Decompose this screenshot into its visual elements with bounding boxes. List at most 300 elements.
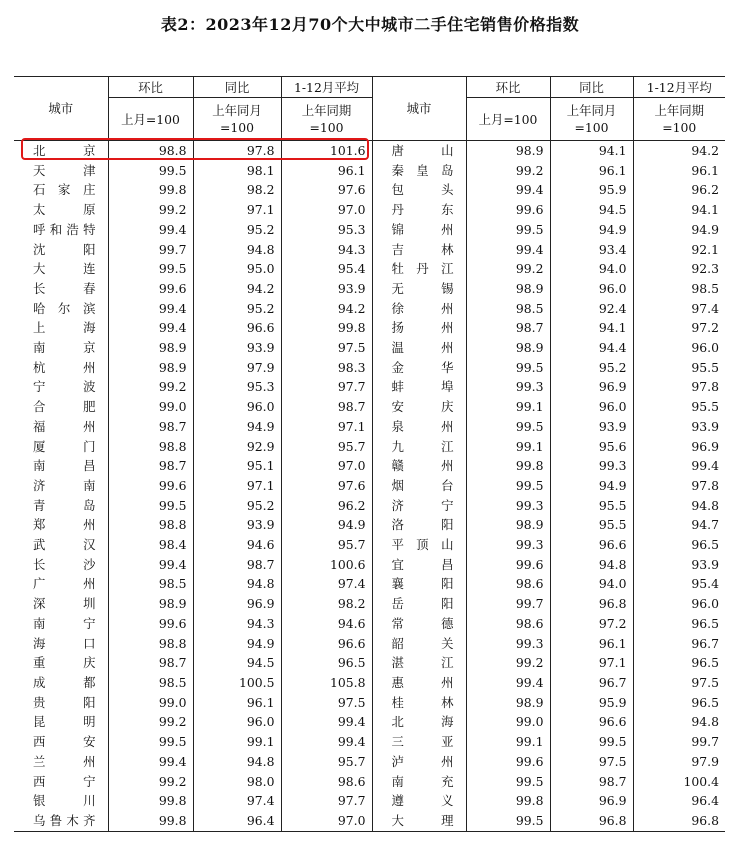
right-city-cell: 蚌埠 bbox=[372, 377, 466, 397]
left-avg-cell: 97.6 bbox=[281, 180, 372, 200]
left-yoy-cell: 94.3 bbox=[193, 614, 281, 634]
left-mom-cell: 99.2 bbox=[108, 772, 193, 792]
header-yoy-right: 同比 bbox=[550, 77, 633, 98]
header-avg-right: 1-12月平均 bbox=[633, 77, 725, 98]
left-mom-cell: 99.8 bbox=[108, 791, 193, 811]
right-avg-cell: 94.1 bbox=[633, 200, 725, 220]
left-mom-cell: 98.8 bbox=[108, 437, 193, 457]
left-city-cell: 福州 bbox=[33, 418, 96, 434]
left-avg-cell: 96.6 bbox=[281, 634, 372, 654]
table-row bbox=[14, 220, 725, 240]
left-city-cell: 太原 bbox=[33, 202, 96, 218]
right-avg-cell: 96.4 bbox=[633, 791, 725, 811]
left-yoy-cell: 94.9 bbox=[193, 634, 281, 654]
left-city-cell: 大连 bbox=[33, 261, 96, 277]
right-city-cell: 吉林 bbox=[372, 240, 466, 260]
left-mom-cell: 99.2 bbox=[108, 377, 193, 397]
left-mom-cell: 99.4 bbox=[108, 555, 193, 575]
left-yoy-cell: 94.8 bbox=[193, 752, 281, 772]
left-avg-cell: 100.6 bbox=[281, 555, 372, 575]
right-mom-cell: 99.8 bbox=[466, 791, 550, 811]
right-avg-cell: 97.8 bbox=[633, 476, 725, 496]
left-yoy-cell: 97.1 bbox=[193, 476, 281, 496]
right-avg-cell: 92.3 bbox=[633, 259, 725, 279]
header-mom-base-right: 上月=100 bbox=[466, 98, 550, 141]
right-yoy-cell: 96.6 bbox=[550, 535, 633, 555]
left-city-cell: 南京 bbox=[33, 340, 96, 356]
left-avg-cell: 94.2 bbox=[281, 299, 372, 319]
right-mom-cell: 99.4 bbox=[466, 673, 550, 693]
right-avg-cell: 94.8 bbox=[633, 496, 725, 516]
left-yoy-cell: 94.5 bbox=[193, 653, 281, 673]
left-city-cell: 天津 bbox=[33, 162, 96, 178]
right-mom-cell: 99.3 bbox=[466, 496, 550, 516]
left-avg-cell: 97.6 bbox=[281, 476, 372, 496]
left-city-cell: 西安 bbox=[33, 734, 96, 750]
left-avg-cell: 98.6 bbox=[281, 772, 372, 792]
left-yoy-cell: 94.6 bbox=[193, 535, 281, 555]
table-row bbox=[14, 299, 725, 319]
table-row bbox=[14, 653, 725, 673]
right-mom-cell: 99.3 bbox=[466, 377, 550, 397]
right-mom-cell: 99.4 bbox=[466, 240, 550, 260]
left-yoy-cell: 92.9 bbox=[193, 437, 281, 457]
left-mom-cell: 99.8 bbox=[108, 811, 193, 831]
right-yoy-cell: 94.1 bbox=[550, 141, 633, 161]
left-city-cell: 深圳 bbox=[33, 596, 96, 612]
right-avg-cell: 96.0 bbox=[633, 594, 725, 614]
right-yoy-cell: 96.1 bbox=[550, 161, 633, 181]
right-yoy-cell: 97.2 bbox=[550, 614, 633, 634]
table-row bbox=[14, 712, 725, 732]
table-row bbox=[14, 772, 725, 792]
right-city-cell: 锦州 bbox=[372, 220, 466, 240]
right-mom-cell: 99.7 bbox=[466, 594, 550, 614]
table-row bbox=[14, 535, 725, 555]
right-yoy-cell: 94.9 bbox=[550, 476, 633, 496]
right-city-cell: 徐州 bbox=[372, 299, 466, 319]
left-yoy-cell: 94.8 bbox=[193, 240, 281, 260]
left-yoy-cell: 94.8 bbox=[193, 574, 281, 594]
left-city-cell: 厦门 bbox=[33, 438, 96, 454]
left-avg-cell: 94.9 bbox=[281, 515, 372, 535]
left-avg-cell: 98.7 bbox=[281, 397, 372, 417]
right-mom-cell: 98.6 bbox=[466, 574, 550, 594]
left-mom-cell: 99.4 bbox=[108, 318, 193, 338]
right-avg-cell: 97.5 bbox=[633, 673, 725, 693]
table-row bbox=[14, 377, 725, 397]
right-avg-cell: 96.9 bbox=[633, 437, 725, 457]
right-yoy-cell: 94.1 bbox=[550, 318, 633, 338]
right-avg-cell: 96.5 bbox=[633, 693, 725, 713]
left-city-cell: 海口 bbox=[33, 635, 96, 651]
right-city-cell: 岳阳 bbox=[372, 594, 466, 614]
left-avg-cell: 97.4 bbox=[281, 574, 372, 594]
right-avg-cell: 94.7 bbox=[633, 515, 725, 535]
right-yoy-cell: 93.9 bbox=[550, 417, 633, 437]
left-yoy-cell: 96.1 bbox=[193, 693, 281, 713]
left-mom-cell: 99.4 bbox=[108, 220, 193, 240]
left-yoy-cell: 95.2 bbox=[193, 496, 281, 516]
left-avg-cell: 97.0 bbox=[281, 456, 372, 476]
right-city-cell: 济宁 bbox=[372, 496, 466, 516]
right-avg-cell: 99.7 bbox=[633, 732, 725, 752]
right-avg-cell: 96.8 bbox=[633, 811, 725, 831]
right-avg-cell: 94.2 bbox=[633, 141, 725, 161]
left-mom-cell: 98.9 bbox=[108, 594, 193, 614]
left-mom-cell: 98.8 bbox=[108, 634, 193, 654]
right-mom-cell: 98.9 bbox=[466, 515, 550, 535]
right-mom-cell: 99.3 bbox=[466, 634, 550, 654]
left-city-cell: 石家庄 bbox=[33, 182, 96, 198]
right-avg-cell: 94.8 bbox=[633, 712, 725, 732]
right-city-cell: 南充 bbox=[372, 772, 466, 792]
right-avg-cell: 93.9 bbox=[633, 555, 725, 575]
left-avg-cell: 94.3 bbox=[281, 240, 372, 260]
right-mom-cell: 99.6 bbox=[466, 555, 550, 575]
table-row bbox=[14, 437, 725, 457]
left-yoy-cell: 98.1 bbox=[193, 161, 281, 181]
table-title: 表2：2023年12月70个大中城市二手住宅销售价格指数 bbox=[160, 15, 580, 34]
left-mom-cell: 98.7 bbox=[108, 417, 193, 437]
left-yoy-cell: 93.9 bbox=[193, 338, 281, 358]
right-city-cell: 桂林 bbox=[372, 693, 466, 713]
left-city-cell: 重庆 bbox=[33, 655, 96, 671]
table-row bbox=[14, 338, 725, 358]
right-yoy-cell: 93.4 bbox=[550, 240, 633, 260]
header-yoy-base-left: 上年同月 =100 bbox=[193, 98, 281, 141]
left-city-cell: 武汉 bbox=[33, 537, 96, 553]
left-yoy-cell: 96.0 bbox=[193, 397, 281, 417]
left-avg-cell: 97.7 bbox=[281, 791, 372, 811]
left-avg-cell: 101.6 bbox=[281, 141, 372, 161]
header-city-right: 城市 bbox=[372, 77, 466, 141]
right-avg-cell: 92.1 bbox=[633, 240, 725, 260]
left-mom-cell: 99.6 bbox=[108, 279, 193, 299]
left-avg-cell: 96.5 bbox=[281, 653, 372, 673]
left-yoy-cell: 95.3 bbox=[193, 377, 281, 397]
right-mom-cell: 99.5 bbox=[466, 358, 550, 378]
header-yoy-left: 同比 bbox=[193, 77, 281, 98]
right-city-cell: 丹东 bbox=[372, 200, 466, 220]
left-city-cell: 银川 bbox=[33, 793, 96, 809]
left-city-cell: 昆明 bbox=[33, 714, 96, 730]
left-city-cell: 济南 bbox=[33, 477, 96, 493]
left-mom-cell: 98.9 bbox=[108, 338, 193, 358]
right-city-cell: 泉州 bbox=[372, 417, 466, 437]
left-yoy-cell: 98.2 bbox=[193, 180, 281, 200]
right-city-cell: 北海 bbox=[372, 712, 466, 732]
left-avg-cell: 96.1 bbox=[281, 161, 372, 181]
left-avg-cell: 97.1 bbox=[281, 417, 372, 437]
left-city-cell: 郑州 bbox=[33, 517, 96, 533]
left-yoy-cell: 96.0 bbox=[193, 712, 281, 732]
left-yoy-cell: 97.1 bbox=[193, 200, 281, 220]
left-city-cell: 乌鲁木齐 bbox=[14, 811, 108, 831]
right-city-cell: 金华 bbox=[372, 358, 466, 378]
right-mom-cell: 99.2 bbox=[466, 259, 550, 279]
left-avg-cell: 99.8 bbox=[281, 318, 372, 338]
right-mom-cell: 99.5 bbox=[466, 220, 550, 240]
right-city-cell: 包头 bbox=[372, 180, 466, 200]
header-yoy-base-right: 上年同月 =100 bbox=[550, 98, 633, 141]
left-mom-cell: 98.5 bbox=[108, 574, 193, 594]
left-city-cell: 成都 bbox=[33, 674, 96, 690]
right-yoy-cell: 95.6 bbox=[550, 437, 633, 457]
right-city-cell: 牡丹江 bbox=[372, 259, 466, 279]
left-city-cell: 长春 bbox=[33, 280, 96, 296]
right-mom-cell: 99.2 bbox=[466, 653, 550, 673]
table-row bbox=[14, 515, 725, 535]
left-city-cell: 广州 bbox=[33, 576, 96, 592]
header-avg-left: 1-12月平均 bbox=[281, 77, 372, 98]
right-yoy-cell: 99.3 bbox=[550, 456, 633, 476]
right-avg-cell: 96.5 bbox=[633, 614, 725, 634]
left-avg-cell: 97.7 bbox=[281, 377, 372, 397]
table-body bbox=[14, 141, 725, 832]
left-mom-cell: 98.9 bbox=[108, 358, 193, 378]
table-row bbox=[14, 161, 725, 181]
header-mom-left: 环比 bbox=[108, 77, 193, 98]
table-row bbox=[14, 259, 725, 279]
left-avg-cell: 97.0 bbox=[281, 200, 372, 220]
right-mom-cell: 99.0 bbox=[466, 712, 550, 732]
right-yoy-cell: 96.1 bbox=[550, 634, 633, 654]
left-yoy-cell: 93.9 bbox=[193, 515, 281, 535]
table-row bbox=[14, 417, 725, 437]
table-row bbox=[14, 180, 725, 200]
left-mom-cell: 99.5 bbox=[108, 732, 193, 752]
right-yoy-cell: 97.5 bbox=[550, 752, 633, 772]
table-row bbox=[14, 693, 725, 713]
left-city-cell: 南宁 bbox=[33, 615, 96, 631]
right-mom-cell: 99.5 bbox=[466, 417, 550, 437]
right-yoy-cell: 96.8 bbox=[550, 594, 633, 614]
right-yoy-cell: 94.9 bbox=[550, 220, 633, 240]
left-mom-cell: 99.7 bbox=[108, 240, 193, 260]
right-avg-cell: 97.4 bbox=[633, 299, 725, 319]
right-mom-cell: 99.1 bbox=[466, 732, 550, 752]
right-avg-cell: 96.5 bbox=[633, 653, 725, 673]
left-yoy-cell: 98.0 bbox=[193, 772, 281, 792]
header-avg-base-right: 上年同期 =100 bbox=[633, 98, 725, 141]
right-yoy-cell: 95.9 bbox=[550, 693, 633, 713]
right-yoy-cell: 96.9 bbox=[550, 377, 633, 397]
left-mom-cell: 99.6 bbox=[108, 614, 193, 634]
table-row bbox=[14, 791, 725, 811]
right-avg-cell: 96.7 bbox=[633, 634, 725, 654]
right-yoy-cell: 92.4 bbox=[550, 299, 633, 319]
right-yoy-cell: 96.0 bbox=[550, 279, 633, 299]
left-mom-cell: 99.2 bbox=[108, 200, 193, 220]
right-mom-cell: 99.5 bbox=[466, 476, 550, 496]
right-mom-cell: 98.9 bbox=[466, 338, 550, 358]
left-city-cell: 西宁 bbox=[33, 773, 96, 789]
right-yoy-cell: 96.9 bbox=[550, 791, 633, 811]
left-city-cell: 贵阳 bbox=[33, 694, 96, 710]
table-row bbox=[14, 358, 725, 378]
left-mom-cell: 98.8 bbox=[108, 141, 193, 161]
table-row bbox=[14, 614, 725, 634]
left-yoy-cell: 97.4 bbox=[193, 791, 281, 811]
table-row bbox=[14, 594, 725, 614]
left-mom-cell: 99.4 bbox=[108, 752, 193, 772]
right-mom-cell: 98.9 bbox=[466, 693, 550, 713]
right-avg-cell: 97.2 bbox=[633, 318, 725, 338]
right-yoy-cell: 94.8 bbox=[550, 555, 633, 575]
table-row bbox=[14, 634, 725, 654]
right-avg-cell: 96.2 bbox=[633, 180, 725, 200]
left-city-cell: 呼和浩特 bbox=[33, 221, 96, 237]
right-yoy-cell: 94.0 bbox=[550, 259, 633, 279]
right-avg-cell: 100.4 bbox=[633, 772, 725, 792]
right-city-cell: 平顶山 bbox=[372, 535, 466, 555]
right-city-cell: 烟台 bbox=[372, 476, 466, 496]
left-yoy-cell: 96.6 bbox=[193, 318, 281, 338]
right-city-cell: 惠州 bbox=[372, 673, 466, 693]
header-avg-base-left: 上年同期 =100 bbox=[281, 98, 372, 141]
right-yoy-cell: 97.1 bbox=[550, 653, 633, 673]
right-mom-cell: 98.9 bbox=[466, 279, 550, 299]
right-city-cell: 扬州 bbox=[372, 318, 466, 338]
left-yoy-cell: 99.1 bbox=[193, 732, 281, 752]
right-city-cell: 三亚 bbox=[372, 732, 466, 752]
left-avg-cell: 99.4 bbox=[281, 732, 372, 752]
left-yoy-cell: 95.2 bbox=[193, 299, 281, 319]
left-avg-cell: 97.0 bbox=[281, 811, 372, 831]
table-row bbox=[14, 456, 725, 476]
right-avg-cell: 95.5 bbox=[633, 397, 725, 417]
left-city-cell: 宁波 bbox=[33, 379, 96, 395]
left-mom-cell: 99.4 bbox=[108, 299, 193, 319]
left-yoy-cell: 95.0 bbox=[193, 259, 281, 279]
right-avg-cell: 98.5 bbox=[633, 279, 725, 299]
left-city-cell: 上海 bbox=[33, 320, 96, 336]
left-city-cell: 兰州 bbox=[33, 753, 96, 769]
left-yoy-cell: 100.5 bbox=[193, 673, 281, 693]
right-yoy-cell: 96.6 bbox=[550, 712, 633, 732]
right-yoy-cell: 96.8 bbox=[550, 811, 633, 831]
right-yoy-cell: 95.5 bbox=[550, 515, 633, 535]
left-yoy-cell: 98.7 bbox=[193, 555, 281, 575]
table-row bbox=[14, 732, 725, 752]
header-mom-right: 环比 bbox=[466, 77, 550, 98]
right-mom-cell: 99.6 bbox=[466, 752, 550, 772]
right-avg-cell: 99.4 bbox=[633, 456, 725, 476]
right-city-cell: 秦皇岛 bbox=[372, 161, 466, 181]
right-city-cell: 常德 bbox=[372, 614, 466, 634]
left-mom-cell: 99.0 bbox=[108, 397, 193, 417]
left-mom-cell: 98.7 bbox=[108, 653, 193, 673]
highlight-box-beijing bbox=[21, 138, 369, 160]
table-row bbox=[14, 555, 725, 575]
right-mom-cell: 99.5 bbox=[466, 772, 550, 792]
right-avg-cell: 94.9 bbox=[633, 220, 725, 240]
right-yoy-cell: 96.0 bbox=[550, 397, 633, 417]
right-yoy-cell: 94.4 bbox=[550, 338, 633, 358]
right-avg-cell: 95.5 bbox=[633, 358, 725, 378]
right-avg-cell: 96.1 bbox=[633, 161, 725, 181]
left-yoy-cell: 96.4 bbox=[193, 811, 281, 831]
left-yoy-cell: 95.1 bbox=[193, 456, 281, 476]
right-city-cell: 湛江 bbox=[372, 653, 466, 673]
left-yoy-cell: 94.2 bbox=[193, 279, 281, 299]
right-avg-cell: 96.5 bbox=[633, 535, 725, 555]
table-row bbox=[14, 397, 725, 417]
right-yoy-cell: 96.7 bbox=[550, 673, 633, 693]
left-mom-cell: 99.0 bbox=[108, 693, 193, 713]
left-avg-cell: 95.7 bbox=[281, 437, 372, 457]
right-city-cell: 九江 bbox=[372, 437, 466, 457]
header-city-left: 城市 bbox=[14, 77, 108, 141]
right-mom-cell: 99.4 bbox=[466, 180, 550, 200]
right-mom-cell: 98.5 bbox=[466, 299, 550, 319]
table-row bbox=[14, 752, 725, 772]
right-yoy-cell: 95.5 bbox=[550, 496, 633, 516]
right-avg-cell: 97.9 bbox=[633, 752, 725, 772]
left-city-cell: 合肥 bbox=[33, 399, 96, 415]
right-yoy-cell: 94.0 bbox=[550, 574, 633, 594]
left-avg-cell: 95.4 bbox=[281, 259, 372, 279]
right-city-cell: 遵义 bbox=[372, 791, 466, 811]
left-avg-cell: 94.6 bbox=[281, 614, 372, 634]
table-row bbox=[14, 496, 725, 516]
left-avg-cell: 99.4 bbox=[281, 712, 372, 732]
right-yoy-cell: 94.5 bbox=[550, 200, 633, 220]
table-row bbox=[14, 318, 725, 338]
left-city-cell: 沈阳 bbox=[33, 241, 96, 257]
right-city-cell: 泸州 bbox=[372, 752, 466, 772]
price-index-table bbox=[14, 76, 725, 832]
left-yoy-cell: 97.8 bbox=[193, 141, 281, 161]
right-mom-cell: 99.1 bbox=[466, 397, 550, 417]
table-row bbox=[14, 811, 725, 831]
table-row bbox=[14, 476, 725, 496]
right-yoy-cell: 99.5 bbox=[550, 732, 633, 752]
left-mom-cell: 99.5 bbox=[108, 496, 193, 516]
left-city-cell: 杭州 bbox=[33, 359, 96, 375]
left-mom-cell: 98.8 bbox=[108, 515, 193, 535]
table-row bbox=[14, 240, 725, 260]
right-mom-cell: 99.3 bbox=[466, 535, 550, 555]
left-mom-cell: 98.5 bbox=[108, 673, 193, 693]
right-city-cell: 韶关 bbox=[372, 634, 466, 654]
table-row bbox=[14, 673, 725, 693]
left-avg-cell: 105.8 bbox=[281, 673, 372, 693]
left-avg-cell: 97.5 bbox=[281, 338, 372, 358]
left-avg-cell: 95.7 bbox=[281, 535, 372, 555]
right-yoy-cell: 95.2 bbox=[550, 358, 633, 378]
left-avg-cell: 96.2 bbox=[281, 496, 372, 516]
left-avg-cell: 95.3 bbox=[281, 220, 372, 240]
right-yoy-cell: 98.7 bbox=[550, 772, 633, 792]
right-avg-cell: 97.8 bbox=[633, 377, 725, 397]
right-mom-cell: 99.6 bbox=[466, 200, 550, 220]
right-city-cell: 大理 bbox=[372, 811, 466, 831]
left-mom-cell: 99.5 bbox=[108, 161, 193, 181]
right-city-cell: 安庆 bbox=[372, 397, 466, 417]
right-city-cell: 无锡 bbox=[372, 279, 466, 299]
left-mom-cell: 99.8 bbox=[108, 180, 193, 200]
table-row bbox=[14, 279, 725, 299]
left-mom-cell: 99.5 bbox=[108, 259, 193, 279]
left-avg-cell: 95.7 bbox=[281, 752, 372, 772]
right-avg-cell: 95.4 bbox=[633, 574, 725, 594]
right-avg-cell: 96.0 bbox=[633, 338, 725, 358]
left-city-cell: 哈尔滨 bbox=[33, 300, 96, 316]
right-city-cell: 赣州 bbox=[372, 456, 466, 476]
left-avg-cell: 93.9 bbox=[281, 279, 372, 299]
